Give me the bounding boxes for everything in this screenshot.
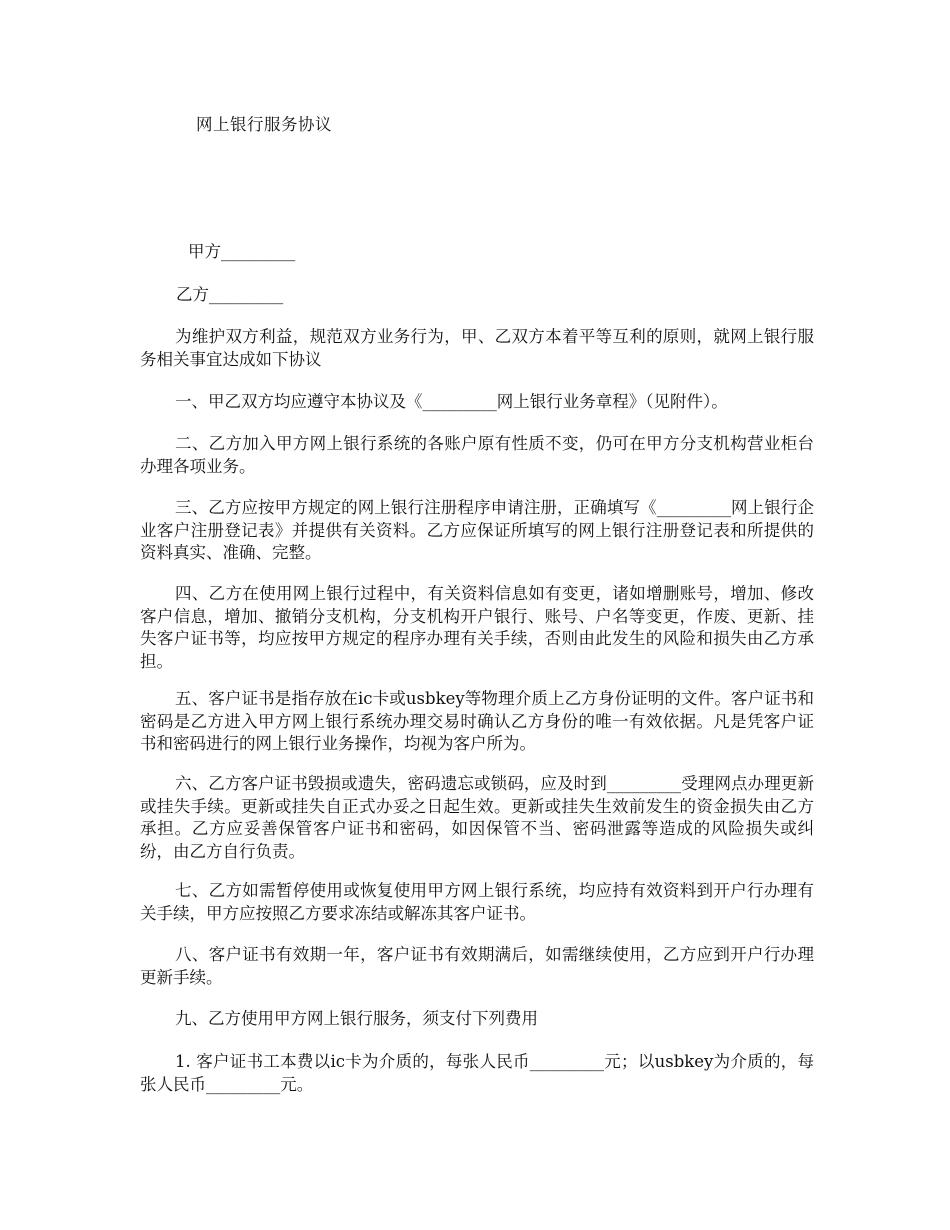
document-title: 网上银行服务协议 [196,115,332,134]
paragraph-clause-9: 九、乙方使用甲方网上银行服务，须支付下列费用 [175,1009,538,1028]
paragraph-clause-2: 二、乙方加入甲方网上银行系统的各账户原有性质不变，仍可在甲方分支机构营业柜台办理各项业务。 [140,434,814,476]
paragraph-preamble: 为维护双方利益，规范双方业务行为，甲、乙双方本着平等互利的原则，就网上银行服务相关事宜达成如下协议 [140,327,814,369]
paragraph-clause-8: 八、客户证书有效期一年，客户证书有效期满后，如需继续使用，乙方应到开户行办理更新手续。 [140,945,814,987]
paragraph-clause-5: 五、客户证书是指存放在ic卡或usbkey等物理介质上乙方身份证明的文件。客户证书和密码是乙方进入甲方网上银行系统办理交易时确认乙方身份的唯一有效依据。凡是凭客户证书和密码进行的网上银行业务操作，均视为客户所为。 [140,689,814,753]
paragraph-clause-1: 一、甲乙双方均应遵守本协议及《_________网上银行业务章程》（见附件）。 [175,392,728,411]
paragraph-clause-3: 三、乙方应按甲方规定的网上银行注册程序申请注册，正确填写《_________网上银行企业客户注册登记表》并提供有关资料。乙方应保证所填写的网上银行注册登记表和所提供的资料真实、准确、完整。 [140,498,814,562]
paragraph-clause-7: 七、乙方如需暂停使用或恢复使用甲方网上银行系统，均应持有效资料到开户行办理有关手续，甲方应按照乙方要求冻结或解冻其客户证书。 [140,881,814,923]
paragraph-fee-item-1: 1. 客户证书工本费以ic卡为介质的，每张人民币_________元；以usbkey为介质的，每张人民币_________元。 [140,1052,814,1094]
paragraph-clause-6: 六、乙方客户证书毁损或遗失，密码遗忘或锁码，应及时到_________受理网点办理更新或挂失手续。更新或挂失自正式办妥之日起生效。更新或挂失生效前发生的资金损失由乙方承担。乙方应妥善保管客户证书和密码，如因保管不当、密码泄露等造成的风险损失或纠纷，由乙方自行负责。 [140,774,814,861]
party-b-line: 乙方_________ [176,285,284,304]
party-a-line: 甲方_________ [188,242,296,261]
paragraph-clause-4: 四、乙方在使用网上银行过程中，有关资料信息如有变更，诸如增删账号，增加、修改客户信息，增加、撤销分支机构，分支机构开户银行、账号、户名等变更，作废、更新、挂失客户证书等，均应按甲方规定的程序办理有关手续，否则由此发生的风险和损失由乙方承担。 [140,584,814,671]
